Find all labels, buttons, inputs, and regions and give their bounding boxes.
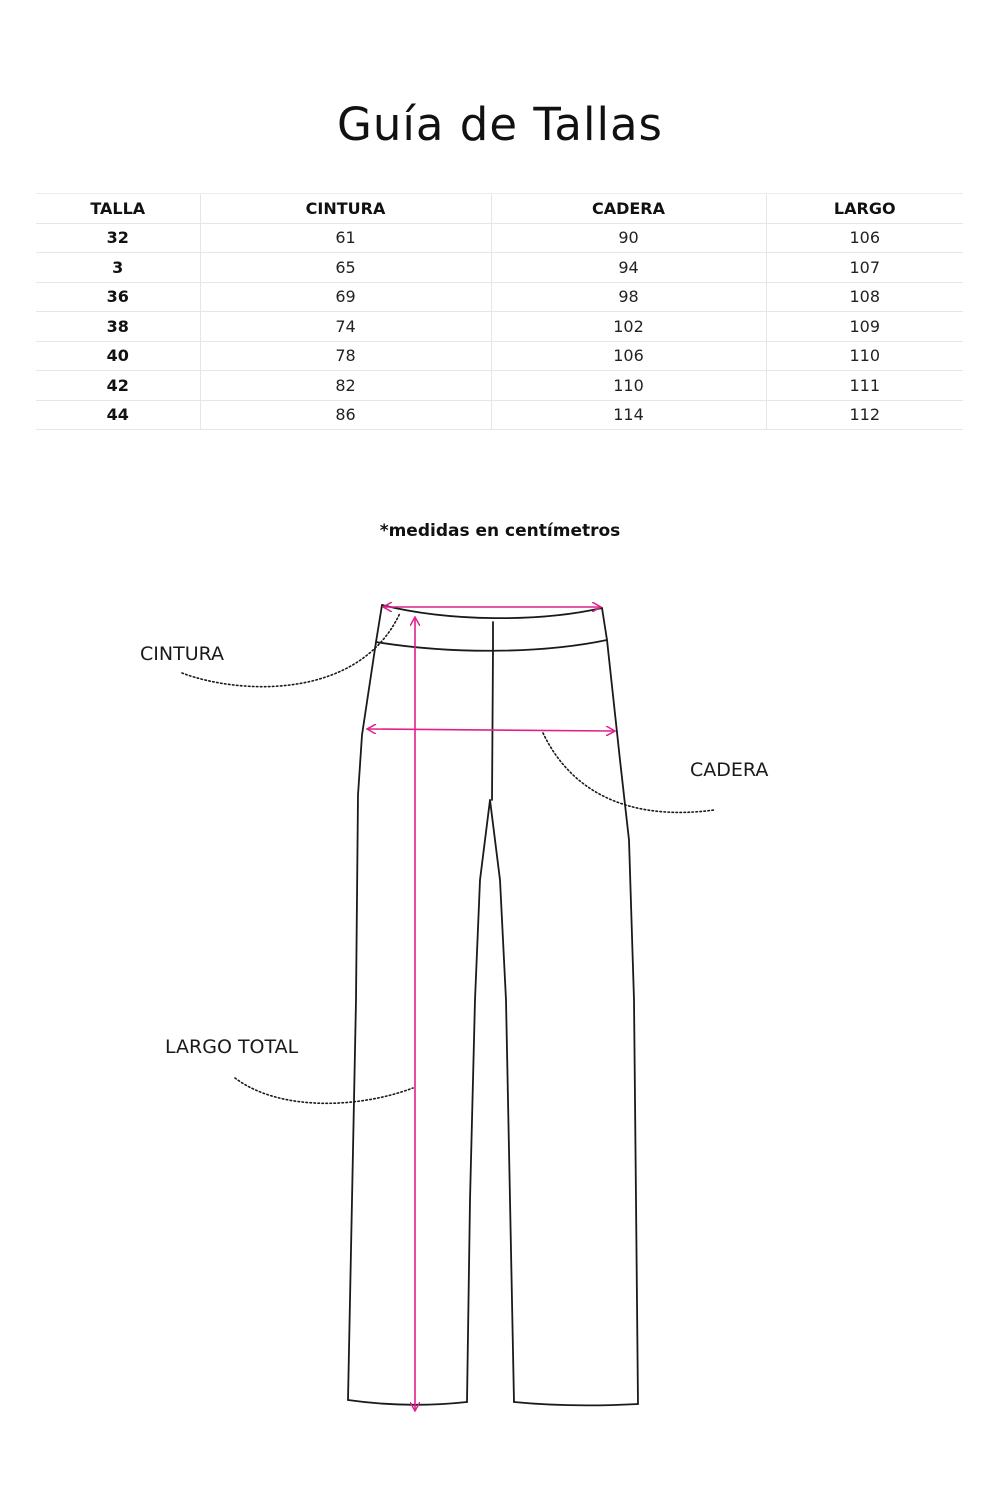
cell-cintura: 74	[200, 312, 491, 342]
left-outer-seam	[348, 605, 382, 1400]
right-outer-seam	[602, 608, 638, 1404]
cell-talla: 44	[36, 400, 200, 430]
largo-total-label: LARGO TOTAL	[165, 1036, 299, 1058]
cell-cadera: 114	[491, 400, 766, 430]
cadera-measure-line	[368, 729, 614, 731]
cell-cadera: 106	[491, 341, 766, 371]
page-title: Guía de Tallas	[337, 98, 663, 151]
cell-talla: 38	[36, 312, 200, 342]
cell-cintura: 78	[200, 341, 491, 371]
header-cadera: CADERA	[491, 194, 766, 224]
cell-cintura: 65	[200, 253, 491, 283]
cell-cintura: 86	[200, 400, 491, 430]
cell-largo: 107	[766, 253, 963, 283]
cadera-leader-line	[543, 733, 714, 812]
waistband-bottom-line	[376, 640, 607, 651]
cintura-label: CINTURA	[140, 643, 225, 665]
cell-largo: 109	[766, 312, 963, 342]
header-largo: LARGO	[766, 194, 963, 224]
cell-cadera: 98	[491, 282, 766, 312]
header-cintura: CINTURA	[200, 194, 491, 224]
cell-talla: 32	[36, 223, 200, 253]
cell-cintura: 69	[200, 282, 491, 312]
cadera-label: CADERA	[690, 759, 769, 781]
pants-outline-icon	[0, 560, 1000, 1440]
right-inner-seam	[490, 800, 514, 1402]
table-header-row	[36, 194, 963, 224]
left-inner-seam	[467, 800, 490, 1402]
table-row	[36, 223, 963, 253]
cell-largo: 112	[766, 400, 963, 430]
cell-largo: 108	[766, 282, 963, 312]
right-hem	[514, 1402, 638, 1405]
left-hem	[348, 1400, 467, 1405]
cell-largo: 111	[766, 371, 963, 401]
size-table	[36, 193, 963, 430]
cell-cintura: 61	[200, 223, 491, 253]
cell-talla: 40	[36, 341, 200, 371]
cell-largo: 106	[766, 223, 963, 253]
cell-cadera: 94	[491, 253, 766, 283]
center-fly-line	[492, 622, 493, 800]
table-row	[36, 400, 963, 430]
table-row	[36, 371, 963, 401]
cell-cadera: 110	[491, 371, 766, 401]
header-talla: TALLA	[36, 194, 200, 224]
largo-leader-line	[235, 1078, 413, 1103]
cell-talla: 36	[36, 282, 200, 312]
cell-cadera: 90	[491, 223, 766, 253]
table-row	[36, 282, 963, 312]
cell-cintura: 82	[200, 371, 491, 401]
cell-largo: 110	[766, 341, 963, 371]
table-row	[36, 253, 963, 283]
cell-talla: 3	[36, 253, 200, 283]
cell-talla: 42	[36, 371, 200, 401]
units-note: *medidas en centímetros	[379, 521, 621, 541]
cell-cadera: 102	[491, 312, 766, 342]
table-row	[36, 341, 963, 371]
table-row	[36, 312, 963, 342]
